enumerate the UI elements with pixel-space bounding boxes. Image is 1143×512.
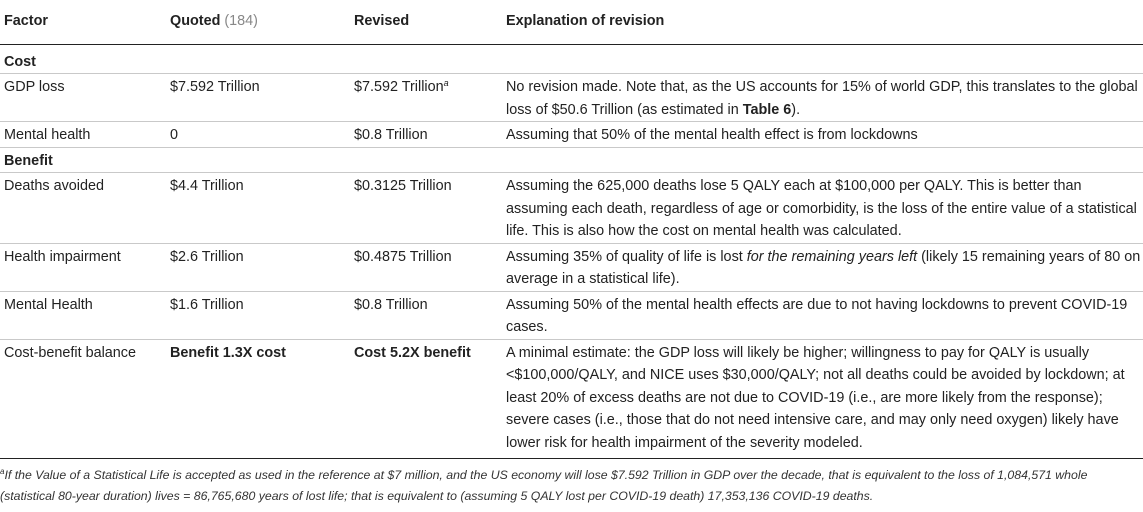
section-row-cost (0, 44, 1143, 74)
table-footnote (0, 458, 1143, 506)
cell-explanation: A minimal estimate: the GDP loss will likely be higher; willingness to pay for QALY is usually <$100,000/QALY, and NICE uses $30,000/QALY; not all deaths could be avoided by lockdown; at least 20% of excess deaths are not due to COVID-19 (i.e., are more likely from the response); severe cases (i.e., those that do not need intensive care, and may only need oxygen) likely have lower risk for health impairment of the severity modeled. (502, 339, 1143, 456)
table-row (0, 173, 1143, 244)
footnote-marker: a (443, 78, 449, 88)
table-row (0, 243, 1143, 291)
explanation-text: Assuming 35% of quality of life is lost (506, 248, 747, 265)
cell-factor: Mental health (0, 122, 166, 148)
cell-quoted: 0 (166, 122, 350, 148)
explanation-emphasis: for the remaining years left (746, 248, 918, 265)
cell-factor: Mental Health (0, 291, 166, 339)
cell-explanation: Assuming the 625,000 deaths lose 5 QALY each at $100,000 per QALY. This is better than assuming each death, regardless of age or comorbidity, is the loss of the entire value of a statistical life. This is also how the cost on mental health was calculated. (502, 173, 1143, 244)
cell-explanation (502, 74, 1143, 122)
section-cost: Cost (4, 53, 36, 70)
table-row (0, 339, 1143, 456)
cell-factor: GDP loss (0, 74, 166, 122)
cell-quoted: $1.6 Trillion (166, 291, 350, 339)
header-factor: Factor (0, 0, 166, 44)
cell-revised (350, 74, 502, 122)
cell-quoted: $4.4 Trillion (166, 173, 350, 244)
cell-quoted: $2.6 Trillion (166, 243, 350, 291)
explanation-text: No revision made. Note that, as the US accounts for 15% of world GDP, this translates to the global loss of $50.6 Trillion (as estimated in (506, 79, 1138, 118)
cell-explanation (502, 243, 1143, 291)
header-row (0, 0, 1143, 44)
header-quoted-label: Quoted (170, 13, 221, 29)
cell-explanation: Assuming 50% of the mental health effects are due to not having lockdowns to prevent COVID-19 cases. (502, 291, 1143, 339)
cell-revised: $0.8 Trillion (350, 291, 502, 339)
table-row (0, 122, 1143, 148)
cell-revised: $0.8 Trillion (350, 122, 502, 148)
header-revised: Revised (350, 0, 502, 44)
cell-factor: Health impairment (0, 243, 166, 291)
section-row-benefit (0, 147, 1143, 173)
cell-revised: $0.4875 Trillion (350, 243, 502, 291)
cell-explanation: Assuming that 50% of the mental health effect is from lockdowns (502, 122, 1143, 148)
section-benefit: Benefit (0, 147, 1143, 173)
header-quoted (166, 0, 350, 44)
table-row (0, 74, 1143, 122)
table-reference: Table 6 (742, 101, 792, 118)
explanation-text-end: (likely 15 remaining years of 80 on average in a statistical life). (506, 248, 1141, 287)
cell-quoted: $7.592 Trillion (166, 74, 350, 122)
table-row (0, 291, 1143, 339)
cell-factor: Deaths avoided (0, 173, 166, 244)
footnote-marker: a (0, 467, 5, 476)
header-explanation: Explanation of revision (502, 0, 1143, 44)
cell-factor: Cost-benefit balance (0, 339, 166, 456)
cell-quoted: Benefit 1.3X cost (166, 339, 350, 456)
header-quoted-ref: (184) (224, 13, 258, 29)
cell-revised-value: $7.592 Trillion (354, 79, 444, 95)
cell-revised: Cost 5.2X benefit (350, 339, 502, 456)
explanation-text-end: ). (791, 101, 801, 118)
cell-revised: $0.3125 Trillion (350, 173, 502, 244)
footnote-text: If the Value of a Statistical Life is accepted as used in the reference at $7 million, and the US economy will lose $7.592 Trillion in GDP over the decade, that is equivalent to the loss of 1,084,571 whole (statistical 80-year duration) lives = 86,765,680 years of lost life; that is equivalent to (assuming 5 QALY lost per COVID-19 death) 17,353,136 COVID-19 deaths. (0, 468, 1088, 503)
